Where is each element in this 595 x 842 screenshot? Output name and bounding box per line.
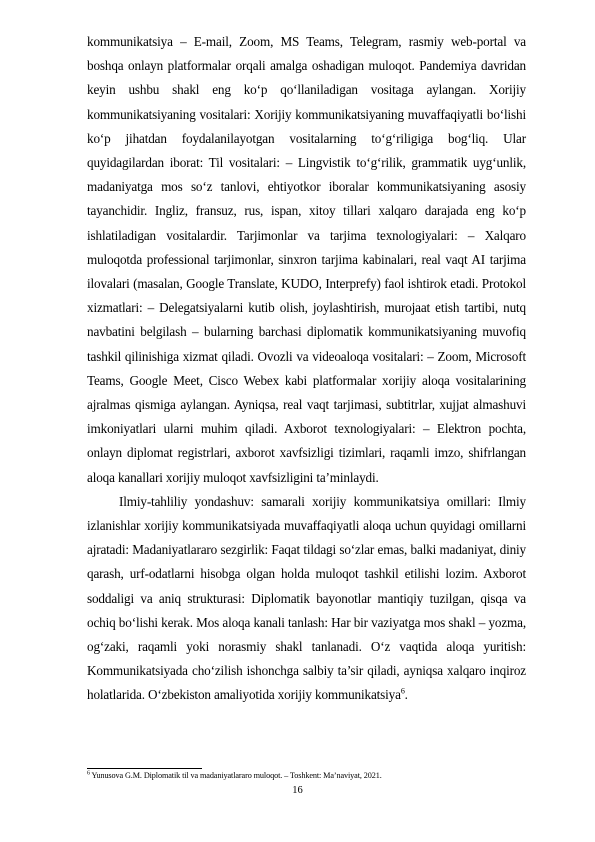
body-text xyxy=(87,30,526,708)
footnote-marker: 6 xyxy=(87,770,90,777)
paragraph-1: kommunikatsiya – E-mail, Zoom, MS Teams, Telegram, rasmiy web-portal va boshqa onlayn platformalar orqali amalga oshadigan muloqot. Pandemiya davridan keyin ushbu shakl eng ko‘p qo‘llaniladigan vositaga aylangan. Xorijiy kommunikatsiyaning vositalari: Xorijiy kommunikatsiyaning muvaffaqiyatli bo‘lishi ko‘p jihatdan foydalanilayotgan vositalarning to‘g‘riligiga bog‘liq. Ular quyidagilardan iborat: Til vositalari: – Lingvistik to‘g‘rilik, grammatik uyg‘unlik, madaniyatga mos so‘z tanlovi, ehtiyotkor iboralar kommunikatsiyaning asosiy tayanchidir. Ingliz, fransuz, rus, ispan, xitoy tillari xalqaro darajada eng ko‘p ishlatiladigan vositalardir. Tarjimonlar va tarjima texnologiyalari: – Xalqaro muloqotda professional tarjimonlar, sinxron tarjima kabinalari, real vaqt AI tarjima ilovalari (masalan, Google Translate, KUDO, Interprefy) faol ishtirok etadi. Protokol xizmatlari: – Delegatsiyalarni kutib olish, joylashtirish, murojaat etish tartibi, nutq navbatini belgilash – bularning barchasi diplomatik kommunikatsiyaning muvofiq tashkil qilinishiga xizmat qiladi. Ovozli va videoaloqa vositalari: – Zoom, Microsoft Teams, Google Meet, Cisco Webex kabi platformalar xorijiy aloqa vositalarining ajralmas qismiga aylangan. Ayniqsa, real vaqt tarjimasi, subtitrlar, xujjat almashuvi imkoniyatlari ularni muhim qiladi. Axborot texnologiyalari: – Elektron pochta, onlayn diplomat registrlari, axborot xavfsizligi tizimlari, raqamli imzo, shifrlangan aloqa kanallari xorijiy muloqot xavfsizligini ta’minlaydi. xyxy=(87,34,526,485)
paragraph-2 xyxy=(87,490,526,708)
paragraph-2-end: . xyxy=(404,687,408,703)
footnote-separator xyxy=(87,768,202,769)
footnote xyxy=(87,771,526,781)
paragraph-2-text: Ilmiy-tahliliy yondashuv: samarali xorijiy kommunikatsiya omillari: Ilmiy izlanishlar xorijiy kommunikatsiyada muvaffaqiyatli aloqa uchun quyidagi omillarni ajratadi: Madaniyatlararo sezgirlik: Faqat tildagi so‘zlar emas, balki madaniyat, diniy qarash, urf-odatlarni hisobga olgan holda muloqot tashkil etilishi lozim. Axborot soddaligi va aniq strukturasi: Diplomatik bayonotlar mantiqiy tuzilgan, qisqa va ochiq bo‘lishi kerak. Mos aloqa kanali tanlash: Har bir vaziyatga mos shakl – yozma, og‘zaki, raqamli yoki norasmiy shakl tanlanadi. O‘z vaqtida aloqa yuritish: Kommunikatsiyada cho‘zilish ishonchga salbiy ta’sir qiladi, ayniqsa xalqaro inqiroz holatlarida. O‘zbekiston amaliyotida xorijiy kommunikatsiya xyxy=(87,493,526,703)
footnote-reference[interactable]: 6 xyxy=(400,687,405,697)
page-number: 16 xyxy=(292,785,303,796)
footnote-text: Yunusova G.M. Diplomatik til va madaniyatlararo muloqot. – Toshkent: Ma’naviyat, 2021. xyxy=(89,771,382,780)
